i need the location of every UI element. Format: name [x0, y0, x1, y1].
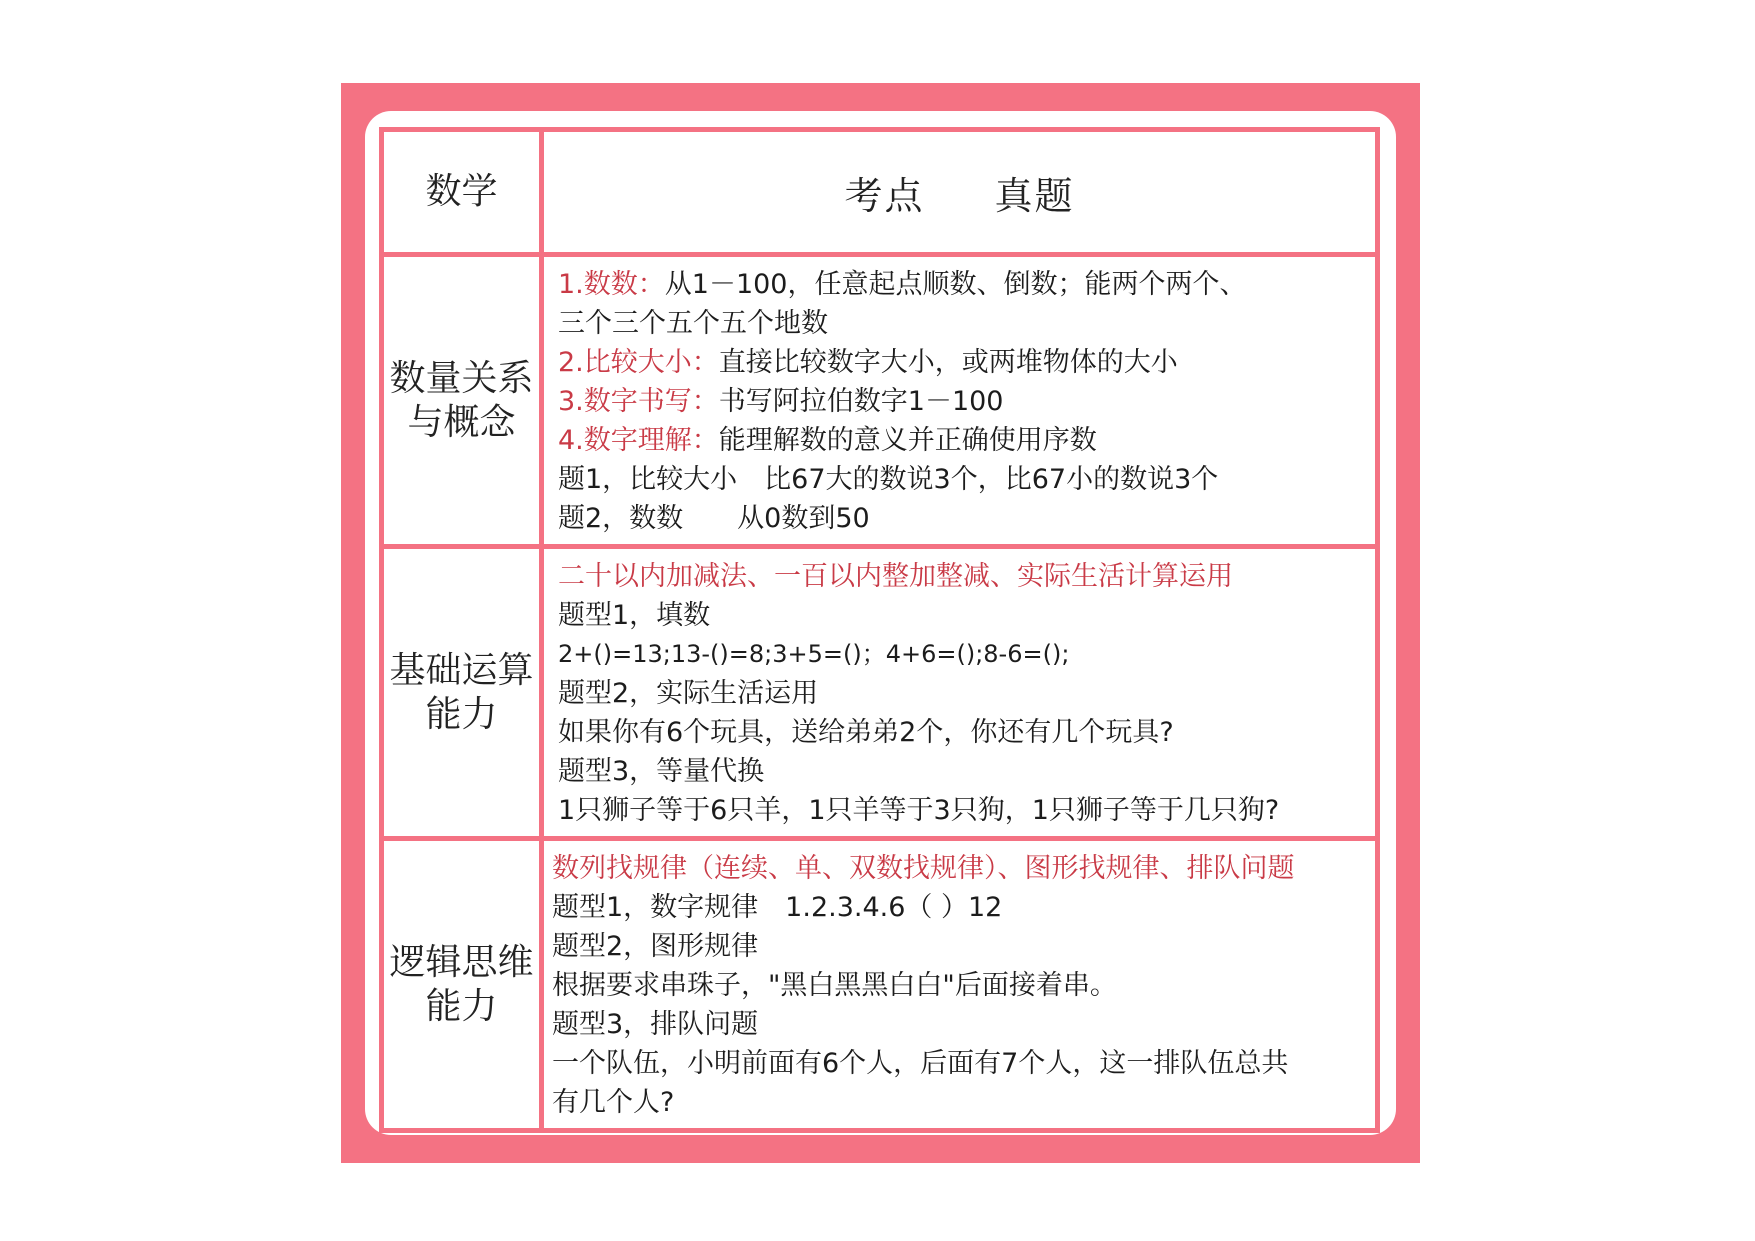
content-line: 1只狮子等于6只羊，1只羊等于3只狗，1只狮子等于几只狗?	[558, 795, 1280, 826]
line-text: 三个三个五个五个地数	[558, 308, 828, 339]
line-text: 题2，数数 从0数到50	[558, 503, 870, 534]
section-content	[542, 839, 1378, 1131]
section-name-line1: 基础运算	[389, 649, 534, 691]
math-syllabus-table	[379, 127, 1380, 1133]
content-line: 2+()=13;13-()=8;3+5=()；4+6=();8-6=();	[558, 640, 1070, 668]
section-content	[542, 547, 1378, 839]
content-line	[558, 265, 1361, 304]
content-line: 题型3，排队问题	[552, 1009, 759, 1040]
content-line-topic: 数列找规律（连续、单、双数找规律）、图形找规律、排队问题	[552, 853, 1295, 884]
content-line: 有几个人?	[552, 1087, 675, 1118]
line-label: 4.数字理解：	[558, 425, 719, 456]
section-name	[382, 839, 542, 1131]
content-line: 题型3，等量代换	[558, 756, 765, 787]
content-line: 题型2，图形规律	[552, 931, 759, 962]
section-row-logic	[382, 839, 1378, 1131]
section-name-line1: 逻辑思维	[389, 941, 534, 983]
content-line	[558, 421, 1361, 460]
content-line: 题型1，数字规律 1.2.3.4.6（ ）12	[552, 892, 1003, 923]
section-name-line1: 数量关系	[389, 357, 534, 399]
content-line: 一个队伍，小明前面有6个人，后面有7个人，这一排队伍总共	[552, 1048, 1289, 1079]
content-line: 题型2，实际生活运用	[558, 678, 819, 709]
section-name-line2: 与概念	[407, 401, 516, 443]
col-title-exam-points: 考点	[844, 173, 925, 218]
line-text: 直接比较数字大小，或两堆物体的大小	[718, 347, 1178, 378]
pink-frame	[341, 83, 1420, 1163]
content-line: 题型1，填数	[558, 600, 711, 631]
content-line: 如果你有6个玩具，送给弟弟2个，你还有几个玩具?	[558, 717, 1174, 748]
content-line: 根据要求串珠子，"黑白黑黑白白"后面接着串。	[552, 970, 1117, 1001]
col-title-real-questions: 真题	[994, 173, 1075, 218]
column-header	[542, 130, 1378, 255]
content-line	[558, 460, 1361, 499]
line-text: 从1－100，任意起点顺数、倒数；能两个两个、	[664, 269, 1247, 300]
table-card	[365, 111, 1396, 1135]
line-label: 1.数数：	[558, 269, 665, 300]
content-line	[558, 499, 1361, 538]
section-content	[542, 255, 1378, 547]
content-line	[558, 304, 1361, 343]
section-row-quantity	[382, 255, 1378, 547]
content-line-topic: 二十以内加减法、一百以内整加整减、实际生活计算运用	[558, 561, 1233, 592]
header-row	[382, 130, 1378, 255]
line-label: 2.比较大小：	[558, 347, 719, 378]
section-row-arithmetic	[382, 547, 1378, 839]
section-name	[382, 547, 542, 839]
line-label: 3.数字书写：	[558, 386, 719, 417]
line-text: 题1，比较大小 比67大的数说3个，比67小的数说3个	[558, 464, 1219, 495]
section-name-line2: 能力	[425, 693, 498, 735]
section-name	[382, 255, 542, 547]
content-line	[558, 382, 1361, 421]
line-text: 书写阿拉伯数字1－100	[718, 386, 1004, 417]
section-name-line2: 能力	[425, 985, 498, 1027]
subject-header: 数学	[382, 130, 542, 255]
content-line	[558, 343, 1361, 382]
line-text: 能理解数的意义并正确使用序数	[718, 425, 1097, 456]
